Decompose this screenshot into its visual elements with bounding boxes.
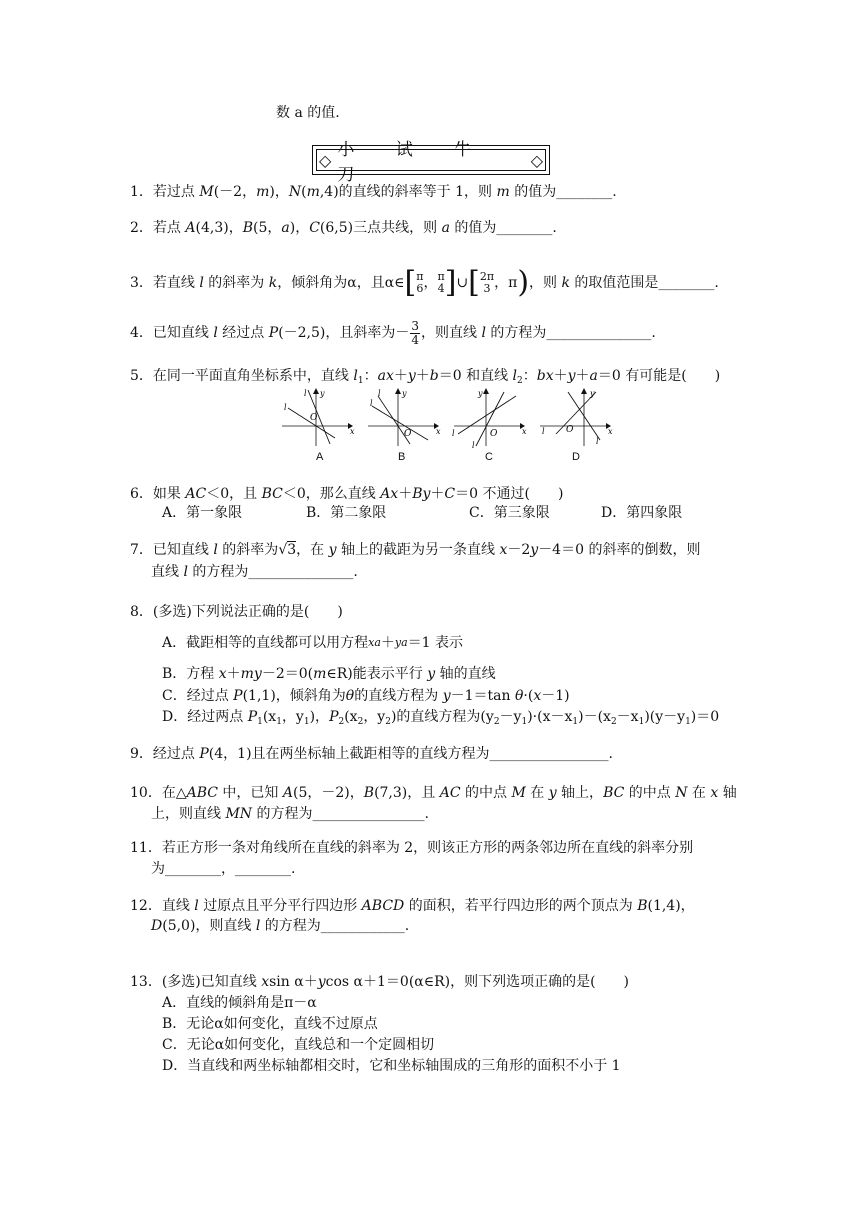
- q6-option-d: D．第四象限: [601, 505, 683, 521]
- svg-text:y: y: [478, 389, 483, 398]
- graph-label-c: C: [485, 451, 493, 463]
- svg-text:x: x: [436, 427, 441, 436]
- q13-option-a: A．直线的倾斜角是π－α: [162, 995, 317, 1011]
- q6-option-b: B．第二象限: [306, 505, 387, 521]
- q8-option-a: A．截距相等的直线都可以用方程xa＋ya＝1 表示: [162, 635, 464, 651]
- question-1: 1．若过点 M(－2，m)，N(m,4)的直线的斜率等于 1，则 m 的值为________.: [130, 184, 617, 200]
- question-9: 9．经过点 P(4，1)且在两坐标轴上截距相等的直线方程为_________________.: [130, 746, 613, 762]
- svg-text:l: l: [370, 399, 373, 408]
- graph-a: [280, 388, 360, 448]
- svg-text:O: O: [566, 425, 574, 435]
- diamond-icon: ◇: [530, 150, 543, 170]
- question-7-line2: 直线 l 的方程为_______________.: [151, 564, 358, 580]
- question-12-line2: D(5,0)，则直线 l 的方程为____________.: [151, 918, 410, 934]
- question-11-line2: 为________，________.: [151, 861, 296, 877]
- graph-label-b: B: [398, 451, 406, 463]
- question-10: 10．在△ABC 中，已知 A(5，－2)，B(7,3)，且 AC 的中点 M 在 y 轴上，BC 的中点 N 在 x 轴: [130, 785, 737, 801]
- question-6: 6．如果 AC＜0，且 BC＜0，那么直线 Ax＋By＋C＝0 不通过( ): [130, 486, 564, 502]
- question-2: 2．若点 A(4,3)，B(5，a)，C(6,5)三点共线，则 a 的值为________.: [130, 220, 557, 236]
- svg-text:O: O: [490, 429, 498, 439]
- diamond-icon: ◇: [319, 150, 332, 170]
- section-title-text: 小 试 牛 刀: [337, 140, 490, 185]
- question-7: 7．已知直线 l 的斜率为√3，在 y 轴上的截距为另一条直线 x－2y－4＝0 的斜率的倒数，则: [130, 542, 701, 558]
- graph-d: [538, 388, 618, 448]
- graph-b: [366, 388, 446, 448]
- question-11: 11．若正方形一条对角线所在直线的斜率为 2，则该正方形的两条邻边所在直线的斜率分别: [130, 840, 694, 856]
- question-13: 13．(多选)已知直线 xsin α＋ycos α＋1＝0(α∈R)，则下列选项正确的是( ): [130, 974, 630, 990]
- q13-option-d: D．当直线和两坐标轴都相交时，它和坐标轴围成的三角形的面积不小于 1: [162, 1058, 621, 1074]
- intro-text: 数 a 的值.: [276, 105, 340, 121]
- svg-text:l: l: [452, 429, 455, 438]
- svg-text:O: O: [310, 413, 318, 423]
- svg-text:x: x: [522, 427, 527, 436]
- question-4: 4．已知直线 l 经过点 P(－2,5)，且斜率为－ $\frac{3}{4}$ ，则直线 l 的方程为_______________.: [130, 318, 656, 347]
- svg-text:y: y: [402, 389, 407, 398]
- svg-text:x: x: [608, 427, 613, 436]
- q6-option-c: C．第三象限: [469, 505, 550, 521]
- question-5: 5．在同一平面直角坐标系中，直线 $l_1$：ax＋y＋b＝0 和直线 $l_2$：bx＋y＋a＝0 有可能是( ): [130, 368, 721, 386]
- section-title: [312, 140, 550, 185]
- svg-text:l: l: [304, 389, 307, 398]
- question-3: 3．若直线 l 的斜率为 k，倾斜角为α，且α∈[ π 6 ， π 4 ]∪[ 2π 3 ，π)，则 k 的取值范围是________.: [130, 265, 719, 300]
- question-12: 12．直线 l 过原点且平分平行四边形 ABCD 的面积，若平行四边形的两个顶点为 B(1,4)，: [130, 898, 695, 914]
- svg-text:y: y: [590, 389, 595, 398]
- svg-text:y: y: [320, 389, 325, 398]
- q8-option-c: C．经过点 P(1,1)，倾斜角为θ的直线方程为 y－1＝tan θ·(x－1): [162, 688, 570, 704]
- q13-option-b: B．无论α如何变化，直线不过原点: [162, 1016, 378, 1032]
- svg-text:l: l: [596, 437, 599, 446]
- svg-text:l: l: [472, 441, 475, 448]
- graph-c: [452, 388, 532, 448]
- q8-option-b: B．方程 x＋my－2＝0(m∈R)能表示平行 y 轴的直线: [162, 666, 496, 682]
- question-8: 8．(多选)下列说法正确的是( ): [130, 604, 343, 620]
- graph-label-d: D: [572, 451, 580, 463]
- graph-label-a: A: [316, 451, 324, 463]
- svg-text:l: l: [284, 403, 287, 412]
- q13-option-c: C．无论α如何变化，直线总和一个定圆相切: [162, 1037, 435, 1053]
- svg-text:l: l: [378, 389, 381, 398]
- question-10-line2: 上，则直线 MN 的方程为________________.: [151, 806, 429, 822]
- q8-option-d: D．经过两点 $P_1(x_1$，$y_1$)，$P_2(x_2$，$y_2$)的直线方程为$(y_2-y_1)\cdot(x-x_1)-(x_2-x_1)(y-y_1)=0$: [162, 709, 720, 727]
- svg-text:O: O: [404, 429, 412, 439]
- svg-text:x: x: [350, 427, 355, 436]
- svg-text:l: l: [542, 427, 545, 436]
- q6-option-a: A．第一象限: [162, 505, 243, 521]
